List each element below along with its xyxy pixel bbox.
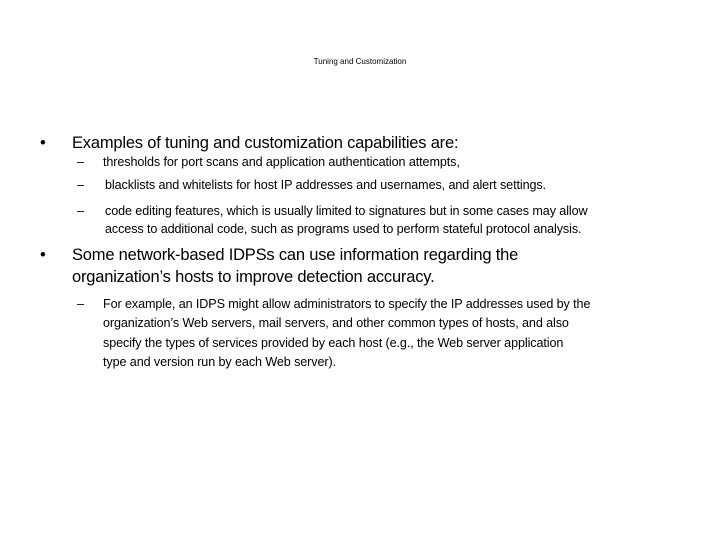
- bullet-marker: •: [40, 246, 46, 264]
- sub-bullet-text: code editing features, which is usually limited to signatures but in some cases may allow: [105, 204, 588, 218]
- sub-bullet-text: access to additional code, such as programs used to perform stateful protocol analysis.: [105, 222, 582, 236]
- sub-bullet-text: blacklists and whitelists for host IP addresses and usernames, and alert settings.: [105, 178, 546, 192]
- dash-marker: –: [77, 155, 84, 169]
- dash-marker: –: [77, 297, 84, 311]
- bullet-text: Examples of tuning and customization capabilities are:: [72, 134, 459, 152]
- sub-bullet-text: thresholds for port scans and application authentication attempts,: [103, 155, 460, 169]
- sub-bullet-text: specify the types of services provided by each host (e.g., the Web server application: [103, 336, 564, 350]
- sub-bullet-text: For example, an IDPS might allow administrators to specify the IP addresses used by the: [103, 297, 591, 311]
- sub-bullet-text: organization’s Web servers, mail servers, and other common types of hosts, and also: [103, 316, 569, 330]
- slide-title: Tuning and Customization: [313, 57, 407, 66]
- sub-bullet-text: type and version run by each Web server).: [103, 355, 336, 369]
- dash-marker: –: [77, 204, 84, 218]
- dash-marker: –: [77, 178, 84, 192]
- bullet-text: Some network-based IDPSs can use information regarding the: [72, 246, 519, 264]
- bullet-text: organization’s hosts to improve detection accuracy.: [72, 268, 435, 286]
- bullet-marker: •: [40, 134, 46, 152]
